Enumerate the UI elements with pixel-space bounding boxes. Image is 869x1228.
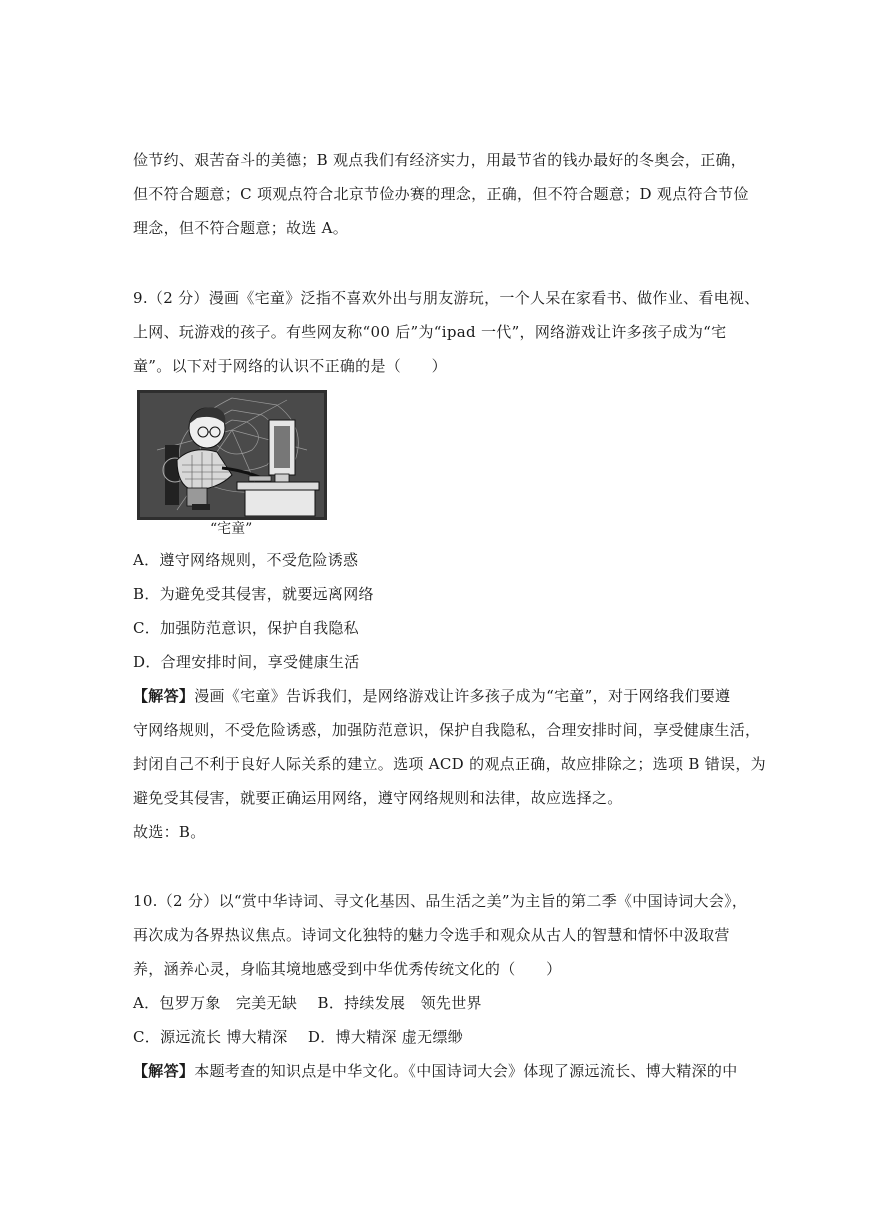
q10-answer-line-1: [133, 1061, 738, 1081]
answer-text: 漫画《宅童》告诉我们，是网络游戏让许多孩子成为“宅童”，对于网络我们要遵: [194, 687, 731, 705]
answer-label: 【解答】: [133, 687, 195, 705]
q10-stem-line-2: 再次成为各界热议焦点。诗词文化独特的魅力令选手和观众从古人的智慧和情怀中汲取营: [133, 926, 730, 944]
cartoon-caption: “宅童”: [210, 521, 253, 537]
q9-answer-line-2: 守网络规则，不受危险诱惑，加强防范意识，保护自我隐私，合理安排时间，享受健康生活，: [133, 721, 761, 739]
q9-answer-line-4: 避免受其侵害，就要正确运用网络，遵守网络规则和法律，故应选择之。: [133, 789, 623, 807]
prev-answer-line-1: 俭节约、艰苦奋斗的美德；B 观点我们有经济实力，用最节省的钱办最好的冬奥会，正确，: [133, 151, 747, 169]
q9-stem-line-3: 童”。以下对于网络的认识不正确的是（ ）: [133, 357, 447, 375]
prev-answer-line-2: 但不符合题意；C 项观点符合北京节俭办赛的理念，正确，但不符合题意；D 观点符合节俭: [133, 185, 749, 203]
q10-stem-line-1: 10.（2 分）以“赏中华诗词、寻文化基因、品生活之美”为主旨的第二季《中国诗词大会》，: [133, 892, 748, 910]
answer-text: 本题考查的知识点是中华文化。《中国诗词大会》体现了源远流长、博大精深的中: [194, 1062, 738, 1080]
answer-label: 【解答】: [133, 1062, 195, 1080]
q9-answer-line-1: [133, 686, 730, 706]
q9-choice: 故选：B。: [133, 823, 206, 841]
prev-answer-line-3: 理念，但不符合题意；故选 A。: [133, 219, 349, 237]
q10-options-row-1: A．包罗万象 完美无缺 B．持续发展 领先世界: [133, 994, 482, 1012]
q9-option-a: A．遵守网络规则，不受危险诱惑: [133, 551, 359, 569]
q9-stem-line-1: 9.（2 分）漫画《宅童》泛指不喜欢外出与朋友游玩，一个人呆在家看书、做作业、看电视、: [133, 289, 760, 307]
q9-option-d: D．合理安排时间，享受健康生活: [133, 653, 360, 671]
q9-option-b: B．为避免受其侵害，就要远离网络: [133, 585, 374, 603]
q10-stem-line-3: 养，涵养心灵，身临其境地感受到中华优秀传统文化的（ ）: [133, 960, 562, 978]
q9-stem-line-2: 上网、玩游戏的孩子。有些网友称“00 后”为“ipad 一代”，网络游戏让许多孩子成为“宅: [133, 323, 727, 341]
q10-options-row-2: C．源远流长 博大精深 D．博大精深 虚无缥缈: [133, 1028, 464, 1046]
q9-option-c: C．加强防范意识，保护自我隐私: [133, 619, 359, 637]
q9-answer-line-3: 封闭自己不利于良好人际关系的建立。选项 ACD 的观点正确，故应排除之；选项 B 错误，为: [133, 755, 766, 773]
cartoon-image: [137, 390, 327, 520]
